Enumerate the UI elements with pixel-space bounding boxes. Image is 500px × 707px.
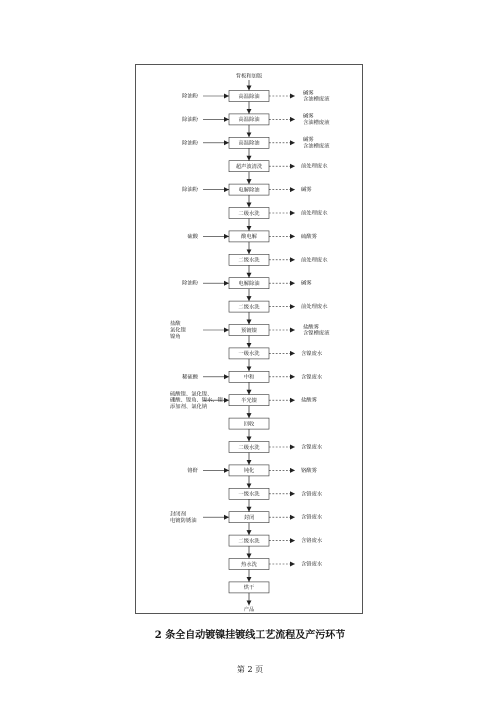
process-label: 二级水洗 — [238, 210, 260, 217]
process-label: 钝化 — [243, 468, 255, 475]
pollutant-label: 含镍废水 — [301, 350, 323, 357]
input-material: 硫酸 — [187, 233, 198, 240]
pollutant-label: 含铬废水 — [301, 491, 323, 498]
input-material: 除油粉 — [182, 187, 198, 194]
process-label: 封闭 — [243, 515, 255, 521]
input-material: 添加剂、氯化钠 — [170, 404, 208, 411]
pollutant-label: 前处理废水 — [301, 257, 328, 264]
pollutant-label: 碱雾 — [303, 137, 314, 144]
process-label: 半光镍 — [241, 398, 257, 404]
input-material: 除油粉 — [182, 140, 198, 147]
process-label: 电解除油 — [238, 281, 260, 287]
pollutant-label: 前处理废水 — [301, 163, 328, 170]
process-label: 二级水洗 — [238, 257, 260, 264]
process-label: 酸电解 — [241, 234, 257, 241]
input-material: 盐酸 — [170, 321, 181, 328]
input-material: 稀硫酸 — [182, 374, 198, 381]
input-material: 除油粉 — [182, 93, 198, 100]
pollutant-label: 含镍槽废液 — [303, 330, 330, 337]
pollutant-label: 含铬废水 — [301, 538, 323, 545]
pollutant-label: 碱雾 — [301, 280, 312, 287]
pollutant-label: 含铬废水 — [301, 561, 323, 568]
input-material: 铬酐 — [187, 467, 198, 474]
process-label: 预镀镍 — [241, 327, 257, 334]
pollutant-label: 盐酸雾 — [301, 397, 317, 404]
process-label: 电解除油 — [238, 187, 260, 194]
page-number: 第 2 页 — [236, 665, 264, 674]
process-label: 高温除油 — [238, 117, 260, 124]
pollutant-label: 碱雾 — [303, 90, 314, 97]
input-material: 除油粉 — [182, 280, 198, 287]
pollutant-label: 含油槽废液 — [303, 143, 330, 150]
process-label: 高温除油 — [238, 140, 260, 147]
input-material: 氯化镍 — [170, 327, 186, 334]
process-label: 回收 — [243, 421, 255, 428]
pollutant-label: 含镍废水 — [301, 374, 323, 381]
start-label: 背板和加版 — [235, 73, 263, 80]
input-material: 除油粉 — [182, 116, 198, 123]
input-material: 电镀防锈油 — [170, 517, 197, 524]
input-material: 硼酸、镍角、镍水、镍 — [170, 397, 223, 404]
process-label: 一级水洗 — [238, 491, 260, 498]
process-label: 超声波清洗 — [235, 164, 263, 170]
process-label: 热水洗 — [241, 561, 257, 568]
process-label: 二级水洗 — [238, 444, 260, 451]
pollutant-label: 碱雾 — [303, 113, 314, 120]
process-label: 一级水洗 — [238, 351, 260, 358]
pollutant-label: 含镍废水 — [301, 444, 323, 451]
end-label: 产品 — [243, 606, 255, 613]
pollutant-label: 含铬废水 — [301, 514, 323, 521]
pollutant-label: 硫酸雾 — [301, 233, 317, 240]
pollutant-label: 含油槽废液 — [303, 96, 330, 103]
process-label: 烘干 — [243, 585, 255, 592]
input-material: 镍角 — [170, 333, 181, 340]
pollutant-label: 碱雾 — [301, 187, 312, 194]
pollutant-label: 前处理废水 — [301, 210, 328, 217]
process-label: 高温除油 — [238, 93, 260, 100]
pollutant-label: 铬酸雾 — [301, 467, 317, 474]
process-label: 二级水洗 — [238, 538, 260, 545]
pollutant-label: 前处理废水 — [301, 304, 328, 311]
process-label: 二级水洗 — [238, 304, 260, 311]
pollutant-label: 含油槽废液 — [303, 120, 330, 127]
input-material: 硫酸镍、氯化镍、 — [170, 391, 213, 398]
input-material: 封闭剂 — [170, 511, 186, 518]
process-label: 中和 — [243, 374, 255, 381]
figure-caption: 2 条全自动镀镍挂镀线工艺流程及产污环节 — [154, 630, 346, 641]
pollutant-label: 盐酸雾 — [303, 324, 319, 331]
